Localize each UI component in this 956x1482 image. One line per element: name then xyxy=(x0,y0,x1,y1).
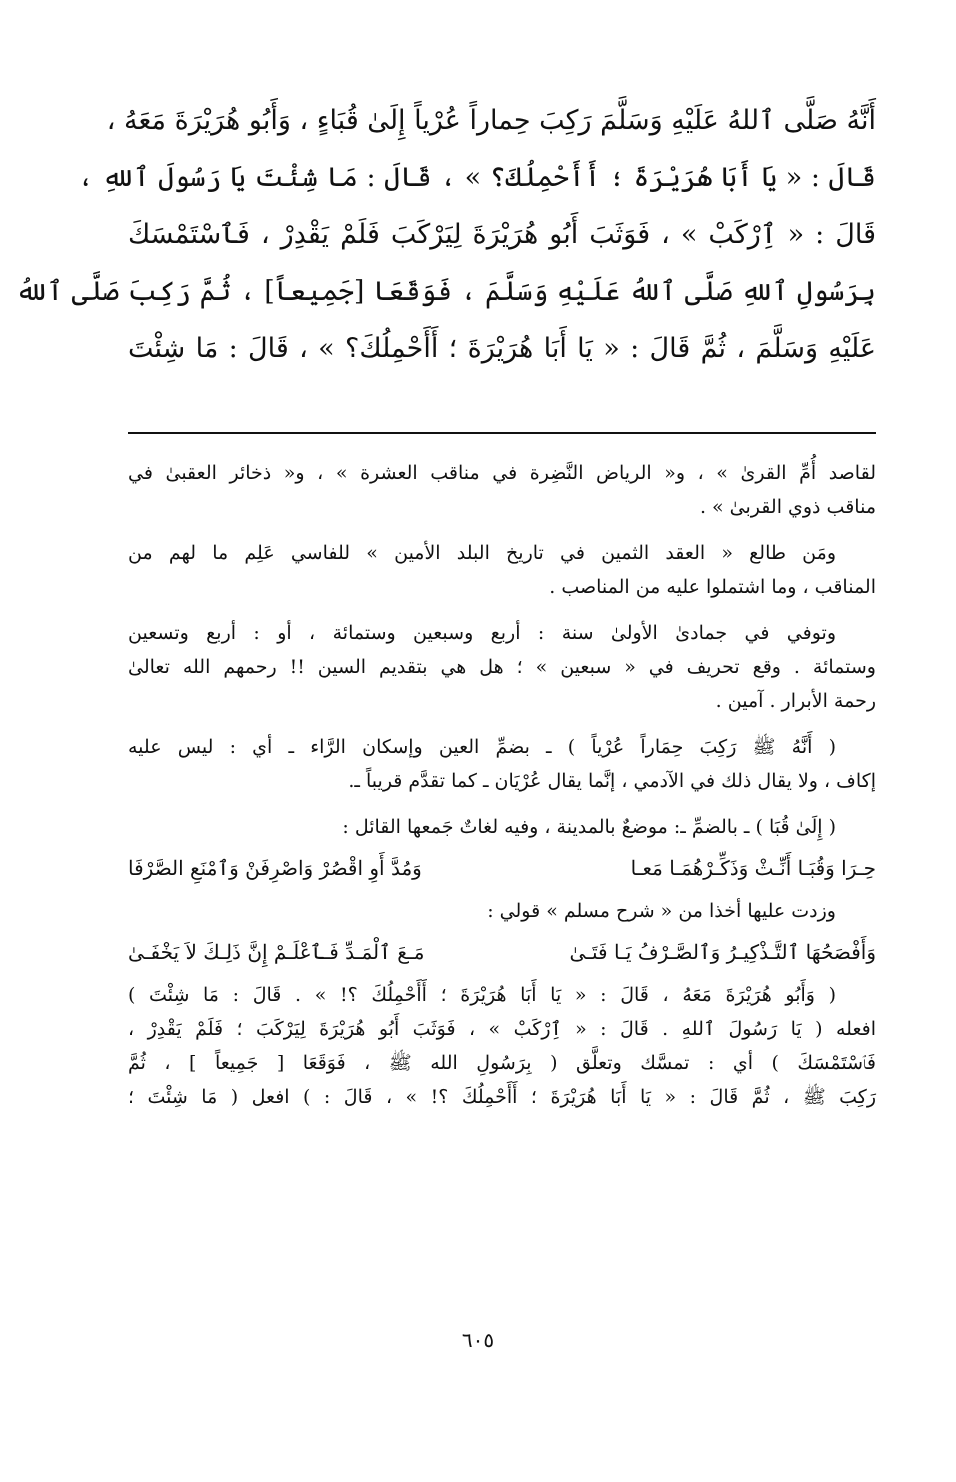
commentary-paragraph xyxy=(128,810,876,844)
main-text-block xyxy=(15,92,876,377)
commentary-paragraph xyxy=(128,978,876,1114)
commentary-paragraph xyxy=(128,616,876,718)
commentary-line: رحمة الأبرار . آمين . xyxy=(715,690,876,712)
commentary-block xyxy=(128,456,876,1126)
commentary-line: وتوفي في جمادىٰ الأولىٰ سنة : أربع وسبعين وستمائة ، أو : أربع وتسعين xyxy=(128,622,836,644)
main-text-line: قَالَ : « ٱِرْكَبْ » ، فَوَثَبَ أَبُو هُرَيْرَةَ لِيَرْكَبَ فَلَمْ يَقْدِرْ ، فَٱسْتَمْسَكَ xyxy=(128,219,876,250)
verse-first-hemistich: وَأَفْصَحُهَا ٱلتَّـذْكِيـرُ وَٱلصَّـرْفُ يَـا فَتَـىٰ xyxy=(569,940,876,964)
commentary-line: افعله ( يَا رَسُولَ ٱللهِ . قَالَ : « ٱِرْكَبْ » ، فَوَثَبَ أَبُو هُرَيْرَةَ لِيَرْكَبَ ؛ فَلَمْ يَقْدِرْ ، xyxy=(128,1018,876,1040)
verse-first-hemistich: حِـرَا وَقُبَـا أَنِّـثْ وَذَكِّـرْهُمَـا مَعـا xyxy=(630,856,876,880)
main-text-line: أَنَّهُ صَلَّى ٱللهُ عَلَيْهِ وَسَلَّمَ رَكِبَ حِماراً عُرْياً إِلَىٰ قُبَاءٍ ، وَأَبُو هُرَيْرَةَ مَعَهُ ، xyxy=(106,105,876,136)
commentary-line: ( وَأَبُو هُرَيْرَةَ مَعَهُ ، قَالَ : « يَا أَبَا هُرَيْرَةَ ؛ أَأَحْمِلُكَ ؟! » . قَالَ : مَا شِئْتَ ) xyxy=(128,984,836,1006)
commentary-line: مناقب ذوي القربىٰ » . xyxy=(699,496,876,518)
commentary-paragraph xyxy=(128,536,876,604)
main-text-line: قَالَ : « يَا أَبَا هُرَيْرَةَ ؛ أَأَحْمِلُكَ؟ » ، قَالَ : مَا شِئْتَ يَا رَسُولَ ٱللهِ ، xyxy=(77,162,876,193)
commentary-line: لقاصد أُمِّ القرىٰ » ، و« الرياض النَّضِرة في مناقب العشرة » ، و« ذخائر العقبىٰ في xyxy=(128,462,876,484)
commentary-line: وستمائة . وقع تحريف في « سبعين » ؛ هل هي بتقديم السين !! رحمهم الله تعالىٰ xyxy=(128,656,876,678)
commentary-paragraph xyxy=(128,456,876,524)
verse-second-hemistich: مَـعَ ٱلْمَـدِّ فَـٱعْلَـمْ إِنَّ ذَلِـكَ لاَ يَخْفَـىٰ xyxy=(128,940,425,964)
commentary-line: رَكِبَ ﷺ ، ثُمَّ قَالَ : « يَا أَبَا هُرَيْرَةَ ؛ أَأَحْمِلُكَ ؟! » ، قَالَ : ) افعل ( مَا شِئْتَ ؛ xyxy=(128,1086,876,1108)
poetry-verse xyxy=(128,848,876,888)
commentary-line: ( إِلَىٰ قُبَا ) ـ بالضمِّ ـ: موضعٌ بالمدينة ، وفيه لغاتٌ جَمعها القائل : xyxy=(342,816,836,838)
main-text-line: بِرَسُولِ ٱللهِ صَلَّى ٱللهُ عَلَيْهِ وَسَلَّمَ ، فَوَقَعَا [جَمِيعاً] ، ثُمَّ رَكِبَ صَلَّى ٱللهُ xyxy=(15,276,876,307)
main-text-line: عَلَيْهِ وَسَلَّمَ ، ثُمَّ قَالَ : « يَا أَبَا هُرَيْرَةَ ؛ أَأَحْمِلُكَ؟ » ، قَالَ : مَا شِئْتَ xyxy=(128,333,876,364)
commentary-line: وزدت عليها أخذا من « شرح مسلم » قولي : xyxy=(487,900,836,922)
commentary-paragraph xyxy=(128,894,876,928)
page-number: ٦٠٥ xyxy=(461,1328,495,1352)
verse-second-hemistich: وَمُدَّ أَوِ اقْصُرْ وَاصْرِفَنْ وَٱمْنَعِ الصَّرْفَا xyxy=(128,856,422,880)
commentary-line: إكاف ، ولا يقال ذلك في الآدمي ، إنَّما يقال عُرْيَان ـ كما تقدَّم قريباً ـ. xyxy=(348,770,876,792)
commentary-paragraph xyxy=(128,730,876,798)
commentary-line: المناقب ، وما اشتملوا عليه من المناصب . xyxy=(549,576,876,598)
footnote-separator xyxy=(128,432,876,434)
commentary-line: فَٱسْتَمْسَكَ ) أي : تمسَّك وتعلَّق ( بِرَسُولِ الله ﷺ ، فَوَقَعَا [ جَمِيعاً ] ، ثُمَّ xyxy=(128,1052,876,1074)
commentary-line: ( أَنَّهُ ﷺ رَكِبَ حِمَاراً عُرْياً ) ـ بضمِّ العين وإسكان الرَّاء ـ أي : ليس عليه xyxy=(128,736,836,758)
commentary-line: ومَن طالع « العقد الثمين في تاريخ البلد الأمين » للفاسي عَلِم ما لهم من xyxy=(128,542,836,564)
poetry-verse xyxy=(128,932,876,972)
